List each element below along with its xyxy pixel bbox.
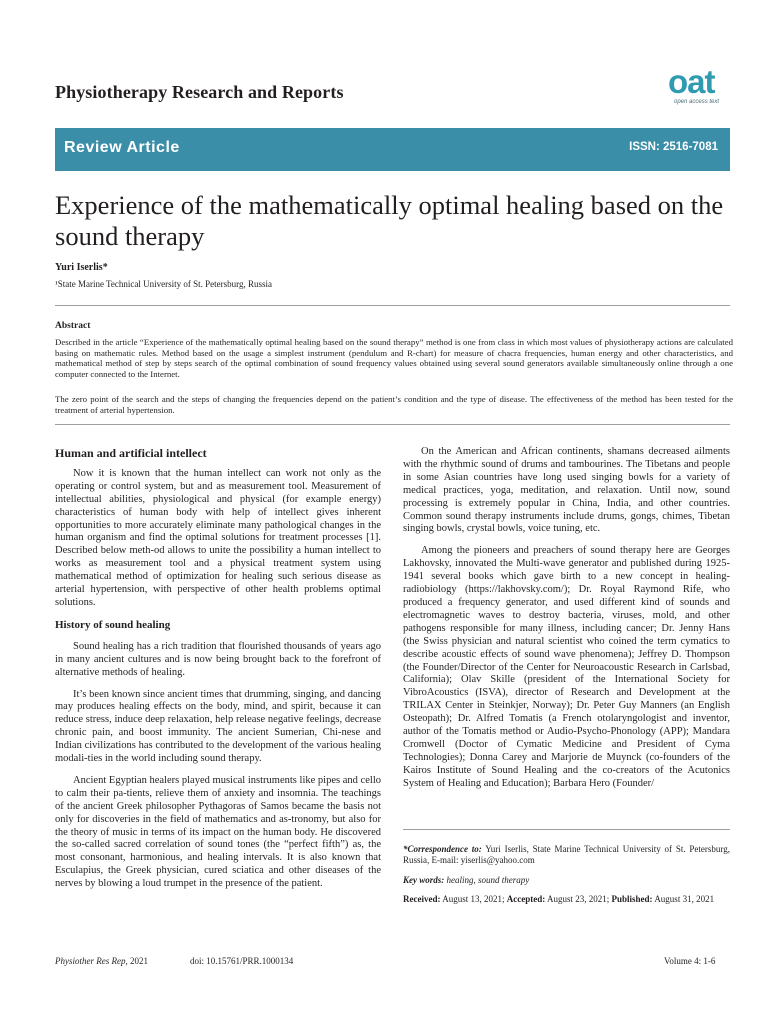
body-paragraph: It’s been known since ancient times that drumming, singing, and dancing may produces healing effects on the body, mind, and spirit, because it can reduce stress, induce deep relaxation, help release negative feelings, decrease chronic pain, and boost immunity. The ancient Sumerian, Chi-nese and Indian civilizations has contributed to the development of the various healing modali-ties in the world including sound therapy.	[55, 688, 381, 765]
article-type: Review Article	[64, 139, 180, 156]
logo-text: oat	[668, 63, 715, 100]
journal-name: Physiotherapy Research and Reports	[55, 82, 344, 102]
article-dates	[403, 894, 730, 905]
author: Yuri Iserlis*	[55, 262, 108, 273]
body-paragraph: Among the pioneers and preachers of sound therapy here are Georges Lakhovsky, innovated the Multi-wave generator and published during 1925-1941 several books which gave birth to a new concept in healing- radiobiology (https://lakhovsky.com/); Dr. Royal Raymond Rife, who produced a frequency generator, and used different kind of sounds and electromagnetic waves to destroy bacteria, viruses, mold, and other pathogens responsible for many illness, including cancer; Dr. Jenny Hans (the Swiss physician and natural scientist who coined the term cymatics to describe acoustic effects of sound wave phenomena); Jeffrey D. Thompson (the Founder/Director of the Center for Neuroacoustic Research in Carlsbad, California); Olav Skille (president of the International Society for VibroAcoustics (ISVA), director of Research and Development at the TRILAX Center in Steinkjer, Norway); Dr. Peter Guy Manners (an English Osteopath); Dr. Alfred Tomatis (a French otolaryngologist and inventor, author of the Tomatis method or Audio-Psycho-Phonology (APP); Mandara Cromwell (Doctor of Cymatic Medicine and President of Cyma Technologies); Donna Carey and Marjorie de Muynck (co-founders of the Kairos Institute of Sound Healing and the co-creators of the Acutonics System of Healing and Education); Barbara Hero (Founder/	[403, 545, 730, 789]
correspondence-text: Yuri Iserlis, State Marine Technical University of St. Petersburg, Russia, E-mail: yiserlis@yahoo.com	[403, 844, 731, 866]
keywords-label: Key words:	[403, 875, 445, 885]
affiliation: ¹State Marine Technical University of St. Petersburg, Russia	[55, 279, 272, 289]
correspondence-label: *Correspondence to:	[403, 844, 482, 854]
received-date: August 13, 2021;	[442, 894, 505, 904]
issn: ISSN: 2516-7081	[629, 141, 718, 153]
section-heading: Human and artificial intellect	[55, 446, 207, 460]
published-date: August 31, 2021	[654, 894, 715, 904]
divider	[55, 424, 730, 425]
abstract-heading: Abstract	[55, 321, 91, 331]
published-label: Published:	[611, 894, 653, 904]
keywords-text: healing, sound therapy	[446, 875, 530, 885]
footer-journal: Physiother Res Rep,	[55, 956, 128, 966]
accepted-label: Accepted:	[506, 894, 546, 904]
body-paragraph: On the American and African continents, shamans decreased ailments with the rhythmic sound of drums and tambourines. The Tibetans and people in some Asian countries have long used singing bowls for a variety of medical practices, yoga, meditation, and relaxation. Until now, sound processing is extremely popular in China, India, and other countries. Common sound therapy instruments include drums, gongs, chimes, Tibetan singing bowls, crystal bowls, voice tuning, etc.	[403, 446, 730, 535]
publisher-logo[interactable]	[668, 63, 732, 110]
accepted-date: August 23, 2021;	[547, 894, 610, 904]
logo-tagline: open access text	[674, 99, 720, 105]
footer-year: 2021	[129, 956, 148, 966]
footer-volume: Volume 4: 1-6	[664, 956, 716, 966]
left-column	[55, 447, 381, 900]
body-paragraph: Now it is known that the human intellect can work not only as the operating or control system, but and as measurement tool. Measurement of intellectual abilities, physiological and physical (for example energy) characteristics of human body with help of intellect gives inherent opportunities to more accurately eliminate many pathological changes in the human organism and find the optimal solutions for treatment processes [1]. Described below meth-od allows to unite the possibility a human intellect to works as measurement tool and a physical treatment system using mathematical method of optimization for healing such serious disease as arterial hypertension, with perspective of other health problems optimal solutions.	[55, 467, 381, 608]
abstract-paragraph: The zero point of the search and the steps of changing the frequencies depend on the patient’s condition and the type of disease. The effectiveness of the method has been tested for the treatment of arterial hypertension.	[55, 394, 733, 415]
article-type-banner	[55, 128, 730, 171]
footer-citation	[55, 956, 148, 966]
article-title: Experience of the mathematically optimal healing based on the sound therapy	[55, 190, 724, 251]
received-label: Received:	[403, 894, 441, 904]
correspondence-note	[403, 844, 730, 867]
keywords	[403, 875, 730, 886]
section-heading: History of sound healing	[55, 618, 171, 631]
body-paragraph: Ancient Egyptian healers played musical instruments like pipes and cello to calm their pa-tients, relieve them of anxiety and insomnia. The teachings of the ancient Greek philosopher Pythagoras of Samos became the basis not only for discoveries in the field of mathematics and as-tronomy, but also for the theory of music in terms of its impact on the human body. He discovered the so-called sacred correlation of sound tones (the “perfect fifth”) as, the most consonant, harmonious, and healing intervals. It is also known that Esculapius, the Greek physician, cured sciatica and other diseases of the nerves by blowing a loud trumpet in the presence of the patient.	[55, 774, 381, 890]
divider	[55, 305, 730, 306]
right-column	[403, 446, 730, 800]
divider	[403, 829, 730, 830]
abstract-paragraph: Described in the article “Experience of the mathematically optimal healing based on the sound therapy” method is one from class in which most values of physiotherapy actions are calculated basing on mathematic rules. Method based on the usage a simplest instrument (pendulum and R-chart) for measure of chacra frequencies, human energy and other characteristics, and mathematical method of step by steps search of the optimal combination of sound frequency values obtained using several sound generators available simultaneously online through a one computer connected to the Internet.	[55, 337, 733, 379]
footer-doi[interactable]: doi: 10.15761/PRR.1000134	[190, 956, 294, 966]
body-paragraph: Sound healing has a rich tradition that flourished thousands of years ago in many ancient cultures and is now being brought back to the forefront of alternative methods of healing.	[55, 640, 381, 678]
